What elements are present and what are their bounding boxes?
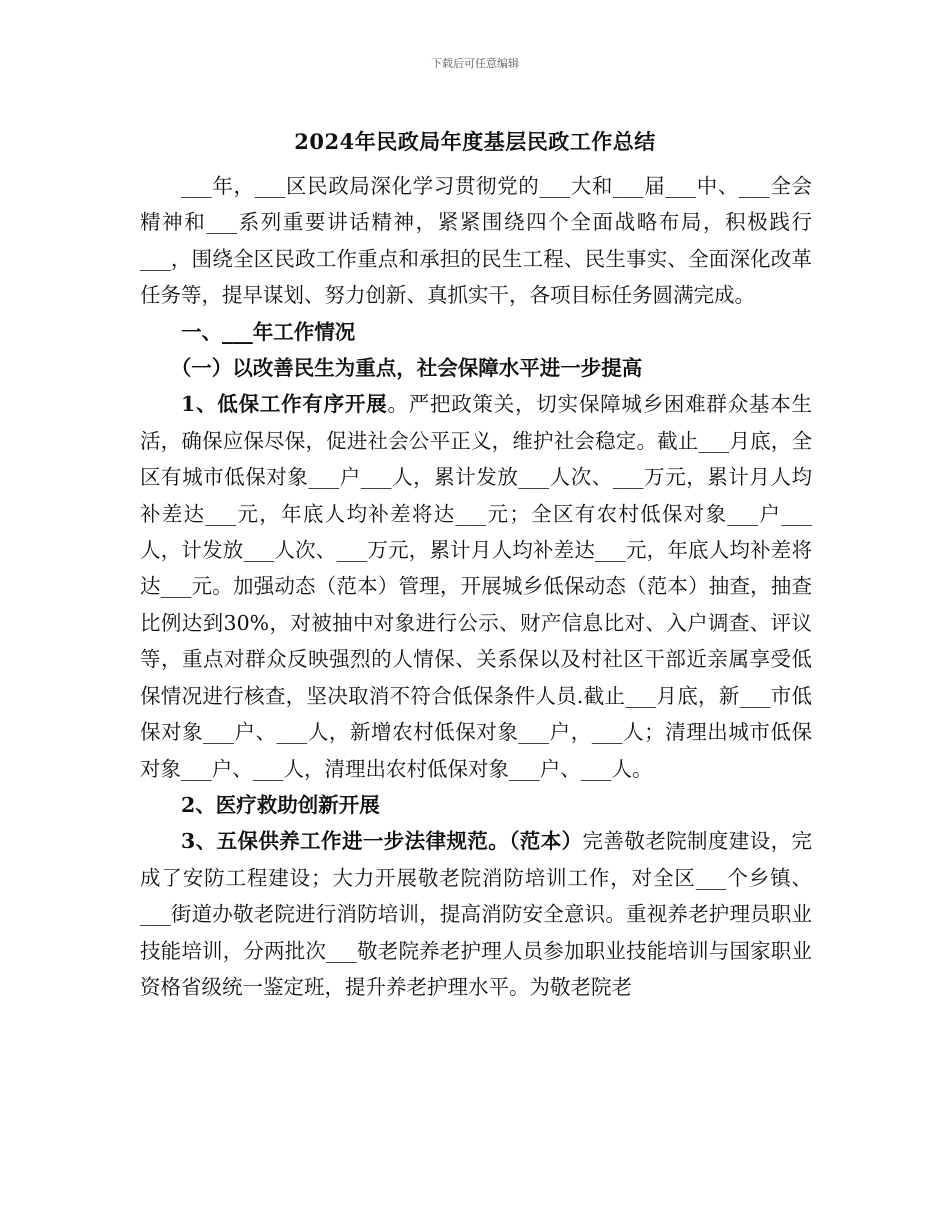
item3-lead: 3、五保供养工作进一步法律规范。（范本） bbox=[181, 829, 583, 854]
page-header-note: 下载后可任意编辑 bbox=[431, 57, 519, 70]
subsection-heading: （一）以改善民生为重点，社会保障水平进一步提高 bbox=[170, 356, 643, 381]
intro-paragraph: ___年，___区民政局深化学习贯彻党的___大和___届___中、___全会精神和___系列重要讲话精神，紧紧围绕四个全面战略布局，积极践行___，围绕全区民政工作重点和承担的民生工程、民生事实、全面深化改革任务等，提早谋划、努力创新、真抓实干，各项目标任务圆满完成。 bbox=[140, 174, 812, 308]
item1-lead: 1、低保工作有序开展 bbox=[181, 392, 388, 417]
item1-paragraph bbox=[140, 386, 812, 786]
item3-paragraph bbox=[140, 823, 812, 1005]
item1-text: 。严把政策关，切实保障城乡困难群众基本生活，确保应保尽保，促进社会公平正义，维护社会稳定。截止___月底，全区有城市低保对象___户___人，累计发放___人次、___万元，累计月人均补差达___元，年底人均补差将达___元；全区有农村低保对象___户___人，计发放___人次、___万元，累计月人均补差达___元，年底人均补差将达___元。加强动态（范本）管理，开展城乡低保动态（范本）抽查，抽查比例达到30%，对被抽中对象进行公示、财产信息比对、入户调查、评议等，重点对群众反映强烈的人情保、关系保以及村社区干部近亲属享受低保情况进行核查，坚决取消不符合低保条件人员.截止___月底，新___市低保对象___户、___人，新增农村低保对象___户，___人；清理出城市低保对象___户、___人，清理出农村低保对象___户、___人。 bbox=[140, 392, 813, 781]
section-heading: 一、___年工作情况 bbox=[181, 319, 356, 344]
document-body bbox=[140, 168, 812, 1005]
item2-heading: 2、医疗救助创新开展 bbox=[181, 792, 380, 817]
document-title: 2024年民政局年度基层民政工作总结 bbox=[294, 129, 656, 154]
item3-text: 完善敬老院制度建设，完成了安防工程建设；大力开展敬老院消防培训工作，对全区___个乡镇、___街道办敬老院进行消防培训，提高消防安全意识。重视养老护理员职业技能培训，分两批次___敬老院养老护理人员参加职业技能培训与国家职业资格省级统一鉴定班，提升养老护理水平。为敬老院老 bbox=[140, 829, 813, 999]
